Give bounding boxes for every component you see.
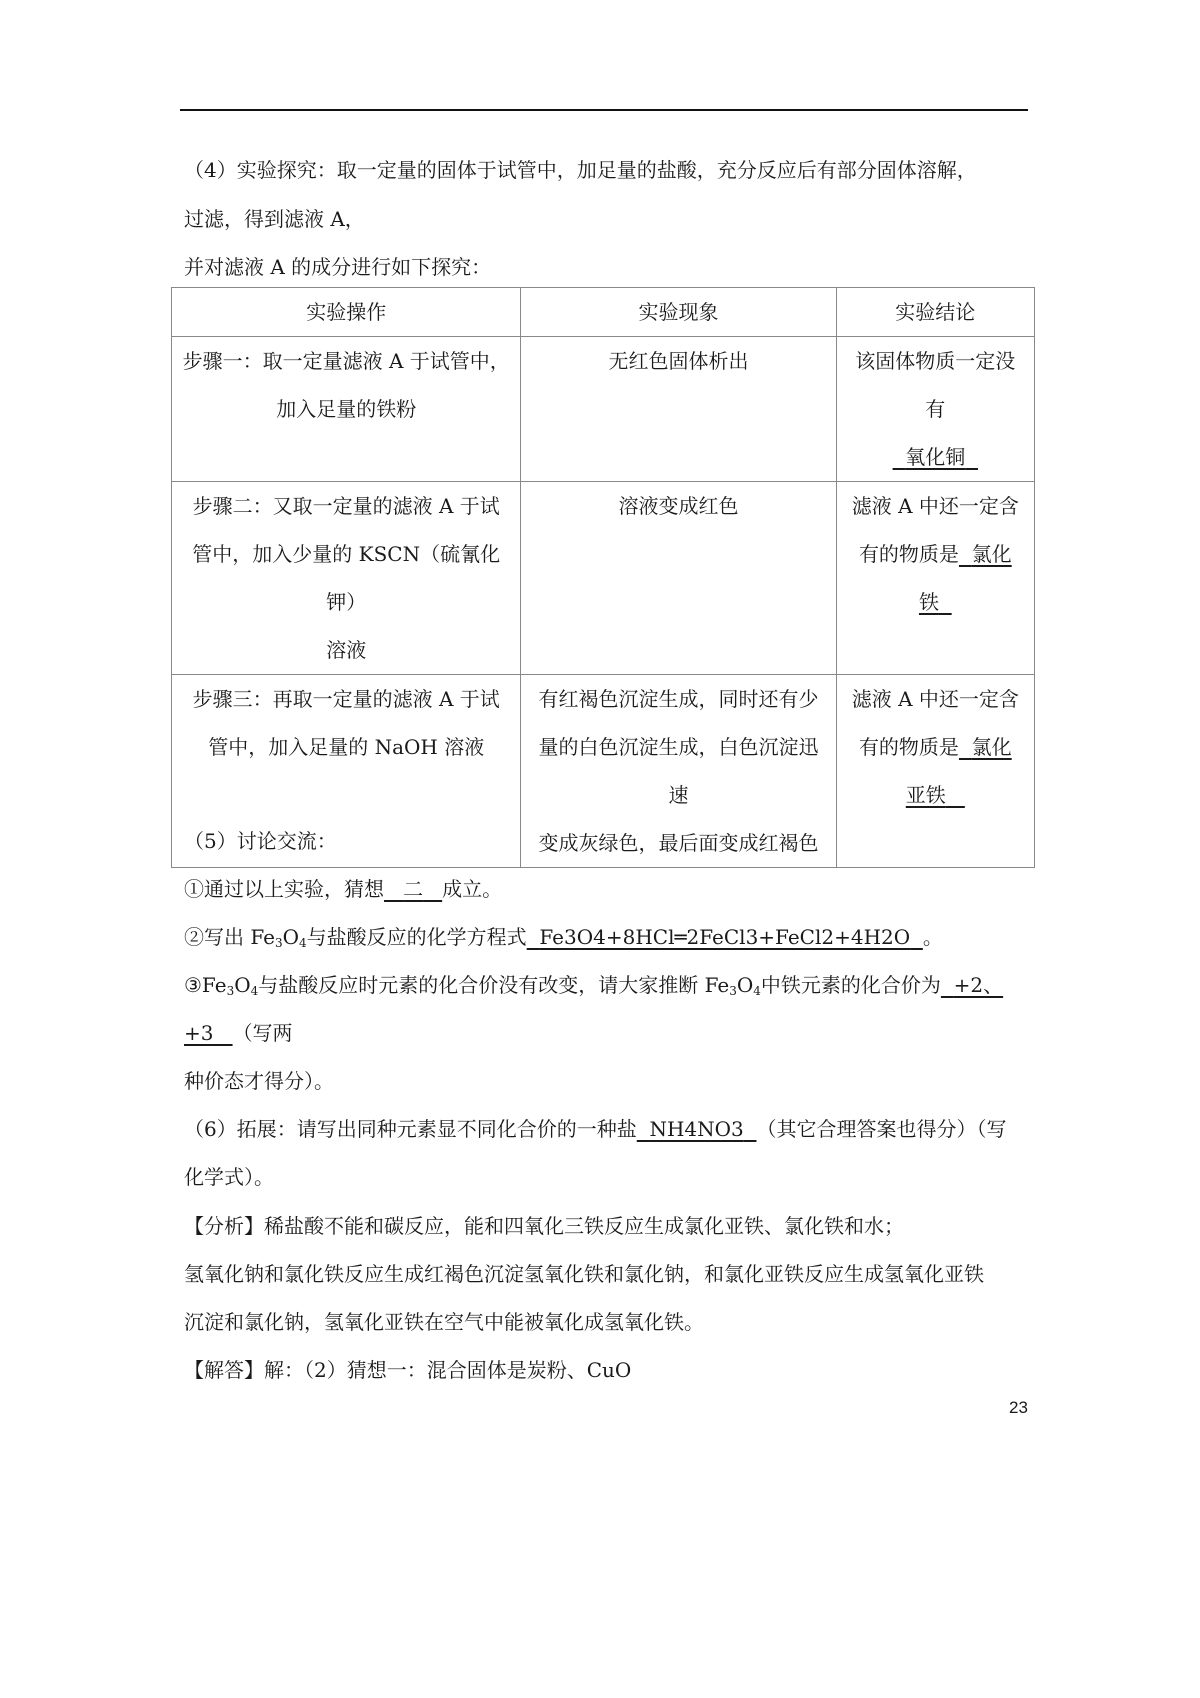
page-number: 23 — [1009, 1398, 1028, 1417]
step2-phenomenon: 溶液变成红色 — [521, 482, 836, 675]
discussion-q1: ①通过以上实验，猜想 二 成立。 — [184, 877, 503, 901]
discussion-q3-cont2: 种价态才得分）。 — [184, 1069, 334, 1093]
step2-conclusion: 滤液 A 中还一定含 有的物质是 氯化 铁 — [836, 482, 1034, 675]
discussion-title: （5）讨论交流： — [184, 829, 337, 853]
extension-line: （6）拓展：请写出同种元素显不同化合价的一种盐 NH4NO3 （其它合理答案也得分）（写 — [184, 1117, 1007, 1141]
step3-operation: 步骤三：再取一定量的滤液 A 于试 管中，加入足量的 NaOH 溶液 — [172, 675, 521, 868]
analysis-line-1: 【分析】稀盐酸不能和碳反应，能和四氧化三铁反应生成氯化亚铁、氯化铁和水； — [184, 1214, 904, 1238]
step1-operation: 步骤一：取一定量滤液 A 于试管中， 加入足量的铁粉 — [172, 337, 521, 482]
table-header-row — [172, 288, 1035, 337]
header-rule — [180, 109, 1028, 111]
step1-conclusion: 该固体物质一定没 有 氧化铜 — [836, 337, 1034, 482]
header-operation: 实验操作 — [172, 288, 521, 337]
header-phenomenon: 实验现象 — [521, 288, 836, 337]
step3-phenomenon: 有红褐色沉淀生成，同时还有少 量的白色沉淀生成，白色沉淀迅 速 变成灰绿色，最后面变成红褐色 — [521, 675, 836, 868]
analysis-line-3: 沉淀和氯化钠，氢氧化亚铁在空气中能被氧化成氢氧化铁。 — [184, 1310, 704, 1334]
extension-line-2: 化学式）。 — [184, 1165, 274, 1189]
step1-answer: 氧化铜 — [905, 445, 966, 469]
step1-phenomenon: 无红色固体析出 — [521, 337, 836, 482]
table-row — [172, 337, 1035, 482]
step2-operation: 步骤二：又取一定量的滤液 A 于试 管中，加入少量的 KSCN（硫氰化钾） 溶液 — [172, 482, 521, 675]
step2-answer-b: 铁 — [918, 590, 939, 614]
experiment-table — [171, 287, 1035, 868]
intro-line-2: 过滤，得到滤液 A， — [184, 207, 365, 231]
step3-answer-a: 氯化 — [971, 735, 1012, 759]
table-row — [172, 482, 1035, 675]
step3-conclusion: 滤液 A 中还一定含 有的物质是 氯化 亚铁 — [836, 675, 1034, 868]
equation-answer: Fe3O4+8HCl═2FeCl3+FeCl2+4H2O — [539, 925, 911, 949]
header-conclusion: 实验结论 — [836, 288, 1034, 337]
discussion-q3-cont: +3 （写两 — [184, 1021, 293, 1045]
analysis-line-2: 氢氧化钠和氯化铁反应生成红褐色沉淀氢氧化铁和氯化钠，和氯化亚铁反应生成氢氧化亚铁 — [184, 1262, 984, 1286]
intro-line-1: （4）实验探究：取一定量的固体于试管中，加足量的盐酸，充分反应后有部分固体溶解， — [184, 158, 977, 182]
discussion-q2: ②写出 $Fe_3O_4$与盐酸反应的化学方程式 Fe3O4+8HCl═2FeCl3+FeCl2+4H2O 。 — [184, 925, 943, 950]
step2-answer-a: 氯化 — [971, 542, 1012, 566]
extension-answer: NH4NO3 — [649, 1117, 744, 1141]
intro-line-3: 并对滤液 A 的成分进行如下探究： — [184, 255, 492, 279]
discussion-q3: $③Fe_3O_4$与盐酸反应时元素的化合价没有改变，请大家推断 $Fe_3O_4$中铁元素的化合价为 +2、 — [184, 973, 1004, 998]
answer-line-1: 【解答】解：（2）猜想一：混合固体是炭粉、CuO — [184, 1358, 632, 1382]
step3-answer-b: 亚铁 — [905, 783, 946, 807]
